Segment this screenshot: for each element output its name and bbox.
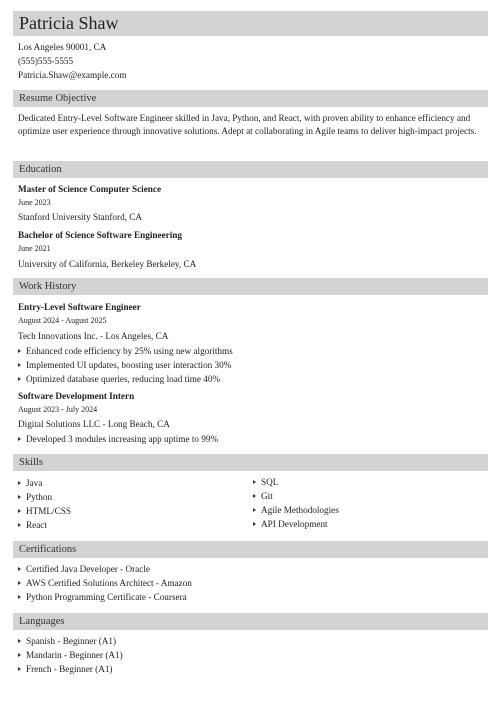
bullet-icon xyxy=(253,522,256,526)
bullet-icon xyxy=(18,639,21,643)
bullet-icon xyxy=(18,567,21,571)
skill-item xyxy=(18,519,47,531)
skills-section-header xyxy=(13,454,488,471)
education-school: Stanford University Stanford, CA xyxy=(18,212,143,222)
education-section-header xyxy=(13,161,488,178)
bullet-icon xyxy=(18,349,21,353)
skill-text: Python xyxy=(26,492,53,502)
contact-address: Los Angeles 90001, CA xyxy=(18,42,107,52)
skill-item xyxy=(18,477,42,489)
skills-heading: Skills xyxy=(19,457,43,468)
certification-item xyxy=(18,577,192,589)
skill-item xyxy=(253,504,339,516)
job-dates: August 2024 - August 2025 xyxy=(18,316,107,325)
bullet-icon xyxy=(18,437,21,441)
certification-text: Certified Java Developer - Oracle xyxy=(26,564,150,574)
language-text: Spanish - Beginner (A1) xyxy=(26,636,117,646)
certification-text: Python Programming Certificate - Coursera xyxy=(26,592,187,602)
skill-item xyxy=(253,518,328,530)
skill-item xyxy=(253,490,273,502)
bullet-icon xyxy=(253,494,256,498)
skill-text: React xyxy=(26,520,47,530)
language-item xyxy=(18,635,116,647)
job-company: Digital Solutions LLC - Long Beach, CA xyxy=(18,419,170,429)
job-bullet-text: Optimized database queries, reducing load time 40% xyxy=(26,374,221,384)
bullet-icon xyxy=(18,523,21,527)
job-bullet xyxy=(18,433,218,445)
skill-item xyxy=(18,491,52,503)
job-title: Entry-Level Software Engineer xyxy=(18,302,141,312)
skill-text: Git xyxy=(261,491,273,501)
contact-phone: (555)555-5555 xyxy=(18,56,74,66)
language-item xyxy=(18,663,113,675)
job-bullet xyxy=(18,373,220,385)
candidate-name: Patricia Shaw xyxy=(19,13,119,33)
education-degree: Master of Science Computer Science xyxy=(18,184,162,194)
job-dates: August 2023 - July 2024 xyxy=(18,405,98,414)
bullet-icon xyxy=(18,377,21,381)
bullet-icon xyxy=(18,495,21,499)
education-date: June 2023 xyxy=(18,198,51,207)
certification-item xyxy=(18,591,187,603)
bullet-icon xyxy=(253,508,256,512)
education-school: University of California, Berkeley Berkeley, CA xyxy=(18,259,197,269)
certifications-section-header xyxy=(13,541,488,558)
objective-section-header xyxy=(13,90,488,107)
certification-item xyxy=(18,563,150,575)
certification-text: AWS Certified Solutions Architect - Amazon xyxy=(26,578,192,588)
objective-heading: Resume Objective xyxy=(19,93,97,104)
languages-section-header xyxy=(13,613,488,630)
bullet-icon xyxy=(18,595,21,599)
bullet-icon xyxy=(18,363,21,367)
language-text: French - Beginner (A1) xyxy=(26,664,113,674)
job-bullet-text: Enhanced code efficiency by 25% using new algorithms xyxy=(26,346,233,356)
bullet-icon xyxy=(18,581,21,585)
work-heading: Work History xyxy=(19,281,77,292)
language-item xyxy=(18,649,123,661)
education-heading: Education xyxy=(19,164,62,175)
contact-email: Patricia.Shaw@example.com xyxy=(18,70,127,80)
bullet-icon xyxy=(18,481,21,485)
bullet-icon xyxy=(253,480,256,484)
skill-text: SQL xyxy=(261,477,279,487)
bullet-icon xyxy=(18,667,21,671)
job-bullet xyxy=(18,359,231,371)
education-date: June 2021 xyxy=(18,244,51,253)
job-company: Tech Innovations Inc. - Los Angeles, CA xyxy=(18,331,169,341)
skill-text: Agile Methodologies xyxy=(261,505,339,515)
job-bullet-text: Implemented UI updates, boosting user interaction 30% xyxy=(26,360,232,370)
certifications-heading: Certifications xyxy=(19,544,77,555)
skill-item xyxy=(253,476,278,488)
job-bullet xyxy=(18,345,233,357)
education-degree: Bachelor of Science Software Engineering xyxy=(18,230,182,240)
bullet-icon xyxy=(18,653,21,657)
languages-heading: Languages xyxy=(19,616,65,627)
objective-text: Dedicated Entry-Level Software Engineer skilled in Java, Python, and React, with proven ability to enhance efficiency and optimize user experience through innovative solutions. Adept at collaborating in Agile teams to deliver high-impact projects. xyxy=(18,113,477,136)
bullet-icon xyxy=(18,509,21,513)
skill-text: API Development xyxy=(261,519,328,529)
skill-text: Java xyxy=(26,478,43,488)
work-section-header xyxy=(13,278,488,295)
language-text: Mandarin - Beginner (A1) xyxy=(26,650,123,660)
name-header-bar xyxy=(13,11,488,36)
job-bullet-text: Developed 3 modules increasing app uptime to 99% xyxy=(26,434,219,444)
job-title: Software Development Intern xyxy=(18,391,135,401)
skill-text: HTML/CSS xyxy=(26,506,71,516)
skill-item xyxy=(18,505,71,517)
